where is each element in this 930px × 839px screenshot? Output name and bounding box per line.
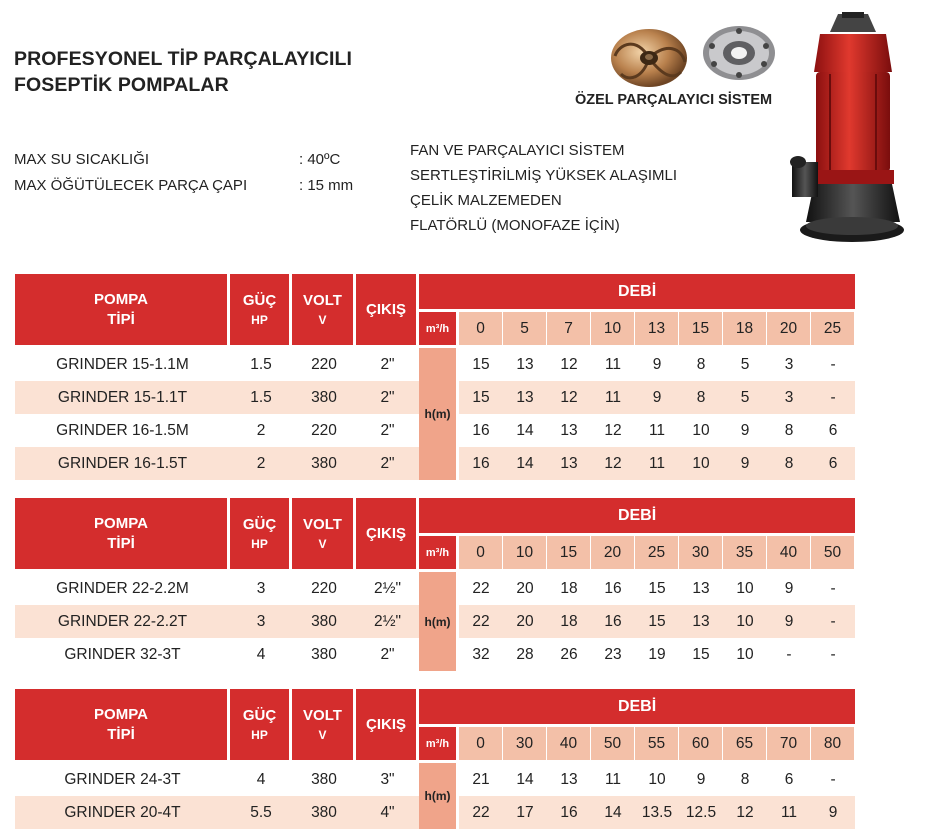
flow-value: 25 bbox=[635, 536, 679, 572]
head-value: 26 bbox=[560, 645, 578, 663]
head-value: 22 bbox=[459, 605, 503, 638]
head-value: 10 bbox=[692, 421, 710, 439]
power-header bbox=[230, 689, 292, 763]
head-value: 5 bbox=[740, 355, 750, 373]
pump-volt: 380 bbox=[292, 796, 356, 829]
table-row bbox=[15, 348, 855, 381]
head-value: 11 bbox=[635, 447, 679, 480]
head-value: 13 bbox=[560, 770, 578, 788]
head-unit-label: h(m) bbox=[419, 763, 459, 829]
flow-value: 80 bbox=[811, 727, 855, 763]
head-value: 21 bbox=[472, 770, 490, 788]
pump-name: GRINDER 16-1.5M bbox=[56, 421, 189, 439]
head-value: 13.5 bbox=[635, 796, 679, 829]
head-value: 9 bbox=[811, 796, 855, 829]
pump-hp: 4 bbox=[256, 645, 266, 663]
pump-hp: 2 bbox=[230, 447, 292, 480]
feature-item: SERTLEŞTİRİLMİŞ YÜKSEK ALAŞIMLI bbox=[410, 167, 678, 184]
head-value: 8 bbox=[767, 447, 811, 480]
pump-volt: 380 bbox=[292, 447, 356, 480]
head-value: 9 bbox=[740, 421, 750, 439]
hp-label: HP bbox=[251, 536, 268, 551]
pump-image bbox=[790, 12, 910, 244]
pump-name: GRINDER 20-4T bbox=[15, 796, 230, 829]
head-value: 12 bbox=[547, 381, 591, 414]
flow-value: 70 bbox=[767, 727, 811, 763]
pump-volt: 220 bbox=[311, 579, 337, 597]
head-value: 15 bbox=[472, 355, 490, 373]
head-value: 9 bbox=[784, 579, 794, 597]
head-value: 28 bbox=[516, 645, 534, 663]
head-value: 8 bbox=[696, 355, 706, 373]
feature-item: ÇELİK MALZEMEDEN bbox=[410, 192, 562, 209]
head-value: 15 bbox=[648, 579, 666, 597]
head-value: 3 bbox=[767, 381, 811, 414]
system-label: ÖZEL PARÇALAYICI SİSTEM bbox=[575, 92, 773, 108]
head-value: 10 bbox=[723, 605, 767, 638]
flow-value: 65 bbox=[723, 727, 767, 763]
volt-label: VOLT bbox=[303, 291, 342, 309]
volt-label: VOLT bbox=[303, 515, 342, 533]
flow-value: 10 bbox=[503, 536, 547, 572]
flow-value: 50 bbox=[591, 727, 635, 763]
head-value: 14 bbox=[503, 447, 547, 480]
pump-hp: 2 bbox=[256, 421, 266, 439]
head-value: - bbox=[786, 645, 792, 663]
head-value: 16 bbox=[604, 579, 622, 597]
outlet-header: ÇIKIŞ bbox=[356, 274, 419, 348]
guc-label: GÜÇ bbox=[242, 706, 277, 724]
guc-label: GÜÇ bbox=[242, 291, 277, 309]
pump-name: GRINDER 22-2.2T bbox=[15, 605, 230, 638]
head-value: 14 bbox=[591, 796, 635, 829]
head-value: 16 bbox=[472, 421, 490, 439]
flow-value: 20 bbox=[591, 536, 635, 572]
hp-label: HP bbox=[251, 727, 268, 742]
head-value: 19 bbox=[648, 645, 666, 663]
head-value: - bbox=[830, 355, 836, 373]
flow-value: 13 bbox=[635, 312, 679, 348]
pompa-label: POMPA bbox=[94, 290, 148, 308]
head-value: 16 bbox=[547, 796, 591, 829]
head-value: 5 bbox=[723, 381, 767, 414]
pompa-label: POMPA bbox=[94, 705, 148, 723]
power-header bbox=[230, 274, 292, 348]
flow-value: 0 bbox=[459, 536, 503, 572]
feature-item: FLATÖRLÜ (MONOFAZE İÇİN) bbox=[410, 217, 620, 234]
pump-outlet: 2" bbox=[380, 421, 395, 439]
head-value: 11 bbox=[604, 770, 622, 788]
head-unit-label: h(m) bbox=[419, 348, 459, 480]
outlet-header: ÇIKIŞ bbox=[356, 689, 419, 763]
v-label: V bbox=[318, 312, 327, 327]
head-value: 8 bbox=[740, 770, 750, 788]
flow-value: 40 bbox=[767, 536, 811, 572]
feature-item: FAN VE PARÇALAYICI SİSTEM bbox=[410, 142, 625, 159]
pump-type-header bbox=[15, 274, 230, 348]
flow-value: 30 bbox=[503, 727, 547, 763]
head-value: 13 bbox=[503, 381, 547, 414]
head-value: 16 bbox=[459, 447, 503, 480]
head-value: 9 bbox=[696, 770, 706, 788]
head-value: 3 bbox=[784, 355, 794, 373]
pump-hp: 5.5 bbox=[230, 796, 292, 829]
pump-outlet: 2" bbox=[380, 355, 395, 373]
impeller-image bbox=[607, 22, 691, 90]
head-value: 12 bbox=[591, 447, 635, 480]
flow-value: 20 bbox=[767, 312, 811, 348]
head-value: 6 bbox=[784, 770, 794, 788]
head-value: 9 bbox=[723, 447, 767, 480]
head-value: 13 bbox=[692, 579, 710, 597]
head-value: 12 bbox=[604, 421, 622, 439]
feature-list bbox=[410, 138, 677, 238]
head-value: 13 bbox=[560, 421, 578, 439]
pump-outlet: 2½" bbox=[373, 579, 402, 597]
page-title bbox=[14, 46, 352, 98]
flow-value: 60 bbox=[679, 727, 723, 763]
head-value: 8 bbox=[784, 421, 794, 439]
head-value: 18 bbox=[560, 579, 578, 597]
head-value: 14 bbox=[516, 421, 534, 439]
head-value: 6 bbox=[811, 447, 855, 480]
head-value: 16 bbox=[591, 605, 635, 638]
table-row bbox=[15, 763, 855, 796]
head-value: 8 bbox=[679, 381, 723, 414]
flow-value: 15 bbox=[547, 536, 591, 572]
outlet-header: ÇIKIŞ bbox=[356, 498, 419, 572]
head-value: 10 bbox=[679, 447, 723, 480]
flow-unit-label: m³/h bbox=[419, 727, 459, 763]
head-value: 18 bbox=[547, 605, 591, 638]
pump-hp: 1.5 bbox=[250, 355, 272, 373]
spec-label: MAX ÖĞÜTÜLECEK PARÇA ÇAPI bbox=[14, 177, 248, 194]
flow-value: 55 bbox=[635, 727, 679, 763]
guc-label: GÜÇ bbox=[242, 515, 277, 533]
head-value: 13 bbox=[679, 605, 723, 638]
flow-value: 0 bbox=[459, 312, 503, 348]
head-value: 13 bbox=[547, 447, 591, 480]
pump-outlet: 3" bbox=[380, 770, 395, 788]
head-value: 11 bbox=[767, 796, 811, 829]
head-value: 12.5 bbox=[679, 796, 723, 829]
flow-value: 0 bbox=[459, 727, 503, 763]
debi-header: DEBİ bbox=[419, 498, 855, 536]
spec-label: MAX SU SICAKLIĞI bbox=[14, 151, 150, 168]
debi-header: DEBİ bbox=[419, 274, 855, 312]
head-value: 11 bbox=[604, 355, 622, 373]
head-value: 22 bbox=[459, 796, 503, 829]
flange-image bbox=[700, 24, 778, 82]
spec-value: : 15 mm bbox=[299, 177, 354, 194]
head-value: - bbox=[811, 381, 855, 414]
table-row bbox=[15, 572, 855, 605]
pump-type-header bbox=[15, 689, 230, 763]
pump-outlet: 4" bbox=[356, 796, 419, 829]
flow-value: 50 bbox=[811, 536, 855, 572]
head-value: - bbox=[830, 579, 836, 597]
pump-volt: 380 bbox=[311, 645, 337, 663]
tipi-label: TİPİ bbox=[107, 310, 135, 328]
head-value: 20 bbox=[516, 579, 534, 597]
head-value: 13 bbox=[516, 355, 534, 373]
head-value: 23 bbox=[604, 645, 622, 663]
title-line-1: PROFESYONEL TİP PARÇALAYICILI bbox=[14, 48, 353, 70]
head-value: - bbox=[830, 770, 836, 788]
head-value: 32 bbox=[472, 645, 490, 663]
pump-name: GRINDER 15-1.1M bbox=[56, 355, 189, 373]
pump-table-3 bbox=[15, 689, 855, 829]
head-unit-label: h(m) bbox=[419, 572, 459, 671]
hp-label: HP bbox=[251, 312, 268, 327]
pump-outlet: 2" bbox=[356, 381, 419, 414]
head-value: 10 bbox=[736, 645, 754, 663]
pump-hp: 4 bbox=[256, 770, 266, 788]
pump-table-1 bbox=[15, 274, 855, 480]
tipi-label: TİPİ bbox=[107, 725, 135, 743]
head-value: 9 bbox=[635, 381, 679, 414]
flow-value: 15 bbox=[679, 312, 723, 348]
flow-value: 5 bbox=[503, 312, 547, 348]
head-value: 9 bbox=[652, 355, 662, 373]
pompa-label: POMPA bbox=[94, 514, 148, 532]
flow-value: 30 bbox=[679, 536, 723, 572]
spec-value: : 40ºC bbox=[299, 151, 341, 168]
head-value: 20 bbox=[503, 605, 547, 638]
flow-value: 35 bbox=[723, 536, 767, 572]
flow-unit-label: m³/h bbox=[419, 312, 459, 348]
pump-type-header bbox=[15, 498, 230, 572]
head-value: 17 bbox=[503, 796, 547, 829]
pump-volt: 380 bbox=[311, 770, 337, 788]
flow-unit-label: m³/h bbox=[419, 536, 459, 572]
head-value: 22 bbox=[472, 579, 490, 597]
pump-hp: 3 bbox=[256, 579, 266, 597]
head-value: 11 bbox=[648, 421, 666, 439]
head-value: 15 bbox=[459, 381, 503, 414]
volt-label: VOLT bbox=[303, 706, 342, 724]
pump-volt: 380 bbox=[292, 605, 356, 638]
flow-value: 25 bbox=[811, 312, 855, 348]
v-label: V bbox=[318, 727, 327, 742]
head-value: 15 bbox=[692, 645, 710, 663]
head-value: 12 bbox=[723, 796, 767, 829]
head-value: 14 bbox=[516, 770, 534, 788]
pump-outlet: 2½" bbox=[356, 605, 419, 638]
pump-volt: 380 bbox=[292, 381, 356, 414]
pump-volt: 220 bbox=[311, 355, 337, 373]
volt-header bbox=[292, 498, 356, 572]
flow-value: 40 bbox=[547, 727, 591, 763]
head-value: 10 bbox=[736, 579, 754, 597]
head-value: 10 bbox=[648, 770, 666, 788]
title-line-2: FOSEPTİK POMPALAR bbox=[14, 74, 229, 96]
pump-name: GRINDER 32-3T bbox=[64, 645, 181, 663]
pump-outlet: 2" bbox=[380, 645, 395, 663]
tipi-label: TİPİ bbox=[107, 534, 135, 552]
pump-volt: 220 bbox=[311, 421, 337, 439]
pump-table-2 bbox=[15, 498, 855, 671]
head-value: 11 bbox=[591, 381, 635, 414]
pump-name: GRINDER 24-3T bbox=[64, 770, 181, 788]
head-value: 12 bbox=[560, 355, 578, 373]
power-header bbox=[230, 498, 292, 572]
pump-name: GRINDER 22-2.2M bbox=[56, 579, 189, 597]
flow-value: 10 bbox=[591, 312, 635, 348]
volt-header bbox=[292, 274, 356, 348]
pump-hp: 1.5 bbox=[230, 381, 292, 414]
flow-value: 7 bbox=[547, 312, 591, 348]
flow-value: 18 bbox=[723, 312, 767, 348]
head-value: 6 bbox=[828, 421, 838, 439]
pump-name: GRINDER 16-1.5T bbox=[15, 447, 230, 480]
head-value: - bbox=[830, 645, 836, 663]
head-value: - bbox=[811, 605, 855, 638]
debi-header: DEBİ bbox=[419, 689, 855, 727]
pump-outlet: 2" bbox=[356, 447, 419, 480]
pump-name: GRINDER 15-1.1T bbox=[15, 381, 230, 414]
v-label: V bbox=[318, 536, 327, 551]
head-value: 15 bbox=[635, 605, 679, 638]
volt-header bbox=[292, 689, 356, 763]
pump-hp: 3 bbox=[230, 605, 292, 638]
head-value: 9 bbox=[767, 605, 811, 638]
